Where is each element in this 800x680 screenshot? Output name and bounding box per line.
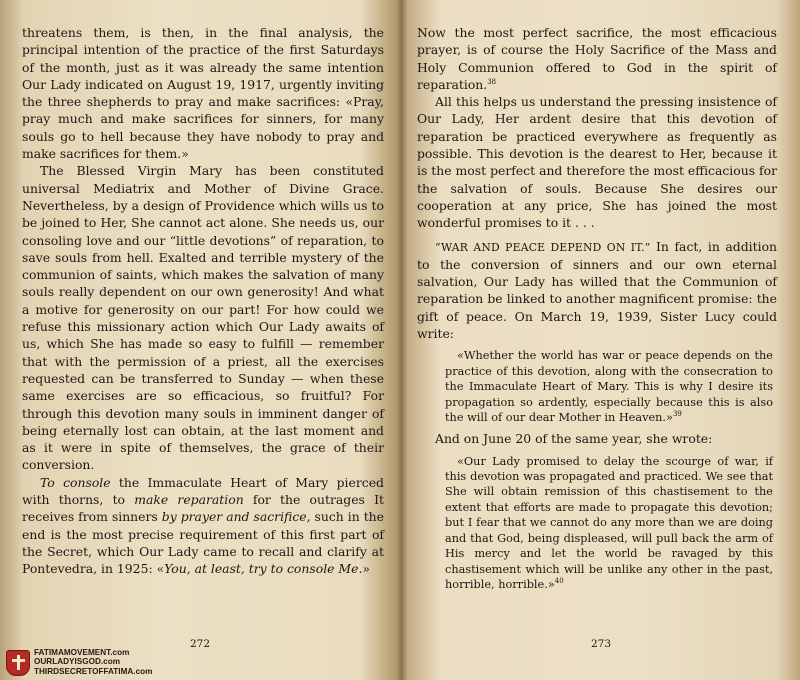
watermark-links — [34, 648, 152, 676]
quote-2 — [445, 454, 773, 593]
watermark-line-3[interactable]: THIRDSECRETOFFATIMA.com — [34, 666, 153, 676]
left-paragraph-3-part-a: the Immaculate Heart of Mary pierced with thorns, to — [22, 474, 384, 508]
right-paragraph-2: All this helps us understand the pressing insistence of Our Lady, Her ardent desire that this devotion of reparation be practiced everywhere as frequently as possible. This devotion is the dearest to Her, because it is the most perfect and therefore the most efficacious for the salvation of souls. Because She desires our cooperation at any price, She has joined the most wonderful promises to it . . . — [417, 94, 777, 231]
watermark-line-2[interactable]: OURLADYISGOD.com — [34, 657, 120, 667]
watermark-footer — [0, 644, 230, 680]
left-page — [22, 24, 384, 578]
right-page-number: 273 — [591, 638, 612, 650]
left-page-number: 272 — [190, 638, 211, 650]
left-paragraph-3-emphasis-3: by prayer and sacrifice, — [161, 509, 311, 525]
left-paragraph-3-lead: To console — [40, 474, 111, 490]
quote-1-text: «Whether the world has war or peace depends on the practice of this devotion, along with the consecration to the Immaculate Heart of Mary. This is why I desire its propagation so ardently, especially because this is also the will of our dear Mother in Heaven.» — [445, 349, 773, 424]
left-paragraph-3-emphasis-4: You, at least, try to console Me. — [164, 561, 363, 577]
footnote-ref-39: 39 — [672, 410, 682, 419]
left-paragraph-1: threatens them, is then, in the final analysis, the principal intention of the practice of the first Saturdays of the month, just as it was already the same intention Our Lady indicated on August 19, 1917, urgently inviting the three shepherds to pray and make sacrifices: «Pray, pray much and make sacrifices for sinners, for many souls go to hell because they have nobody to pray and make sacrifices for them.» — [22, 25, 384, 162]
right-paragraph-1 — [417, 24, 777, 93]
left-paragraph-3-part-b: for the outrages It receives from sinners — [22, 492, 384, 525]
shield-cross-icon — [6, 650, 30, 676]
quote-1 — [445, 348, 773, 425]
quote-2-text: «Our Lady promised to delay the scourge of war, if this devotion was propagated and practiced. We see that She will obtain remission of this chastisement to the extent that efforts are made to propagate this devotion; but I fear that we cannot do any more than we are doing and that God, being displeased, will pull back the arm of His mercy and let the world be ravaged by this chastisement which will be unlike any other in the past, horrible, horrible.» — [445, 454, 773, 591]
footnote-ref-40: 40 — [554, 577, 564, 586]
left-paragraph-3-part-d: » — [362, 561, 370, 577]
left-paragraph-2: The Blessed Virgin Mary has been constituted universal Mediatrix and Mother of Divine Grace. Nevertheless, by a design of Providence which wills us to be joined to Her, She cannot act alone. She needs us, our consoling love and our “little devotions” of reparation, to save souls from hell. Exalted and terrible mystery of the communion of saints, which makes the salvation of many souls really dependent on our own generosity! And what a motive for generosity on our part! For how could we refuse this missionary action which Our Lady awaits of us, which She has made so easy to fulfill — remember that with the permission of a priest, all the exercises requested can be transferred to Sunday — when these same exercises are so efficacious, so fruitful? For through this devotion many souls in imminent danger of being eternally lost can obtain, at the last moment and as it were in spite of themselves, the grace of their conversion. — [22, 163, 384, 473]
left-paragraph-3 — [22, 474, 384, 578]
left-paragraph-3-part-c: such in the end is the most precise requirement of this first part of the Secret, which Our Lady came to recall and clarify at Pontevedra, in 1925: « — [22, 509, 384, 577]
right-paragraph-4: And on June 20 of the same year, she wrote: — [435, 431, 713, 447]
right-page — [417, 24, 777, 597]
right-paragraph-3 — [417, 238, 777, 343]
watermark-line-1[interactable]: FATIMAMOVEMENT.com — [34, 648, 130, 657]
footnote-ref-38: 38 — [487, 77, 497, 86]
section-heading: “WAR AND PEACE DEPEND ON IT.” — [435, 240, 651, 254]
right-paragraph-3-text: In fact, in addition to the conversion of sinners and our own eternal salvation, Our Lady has willed that the Communion of reparation be linked to another magnificent promise: the gift of peace. On March 19, 1939, Sister Lucy could write: — [417, 238, 778, 342]
right-paragraph-1-text: Now the most perfect sacrifice, the most efficacious prayer, is of course the Holy Sacrifice of the Mass and Holy Communion offered to God in the spirit of reparation. — [417, 25, 777, 92]
left-paragraph-3-emphasis-2: make reparation — [134, 492, 244, 508]
